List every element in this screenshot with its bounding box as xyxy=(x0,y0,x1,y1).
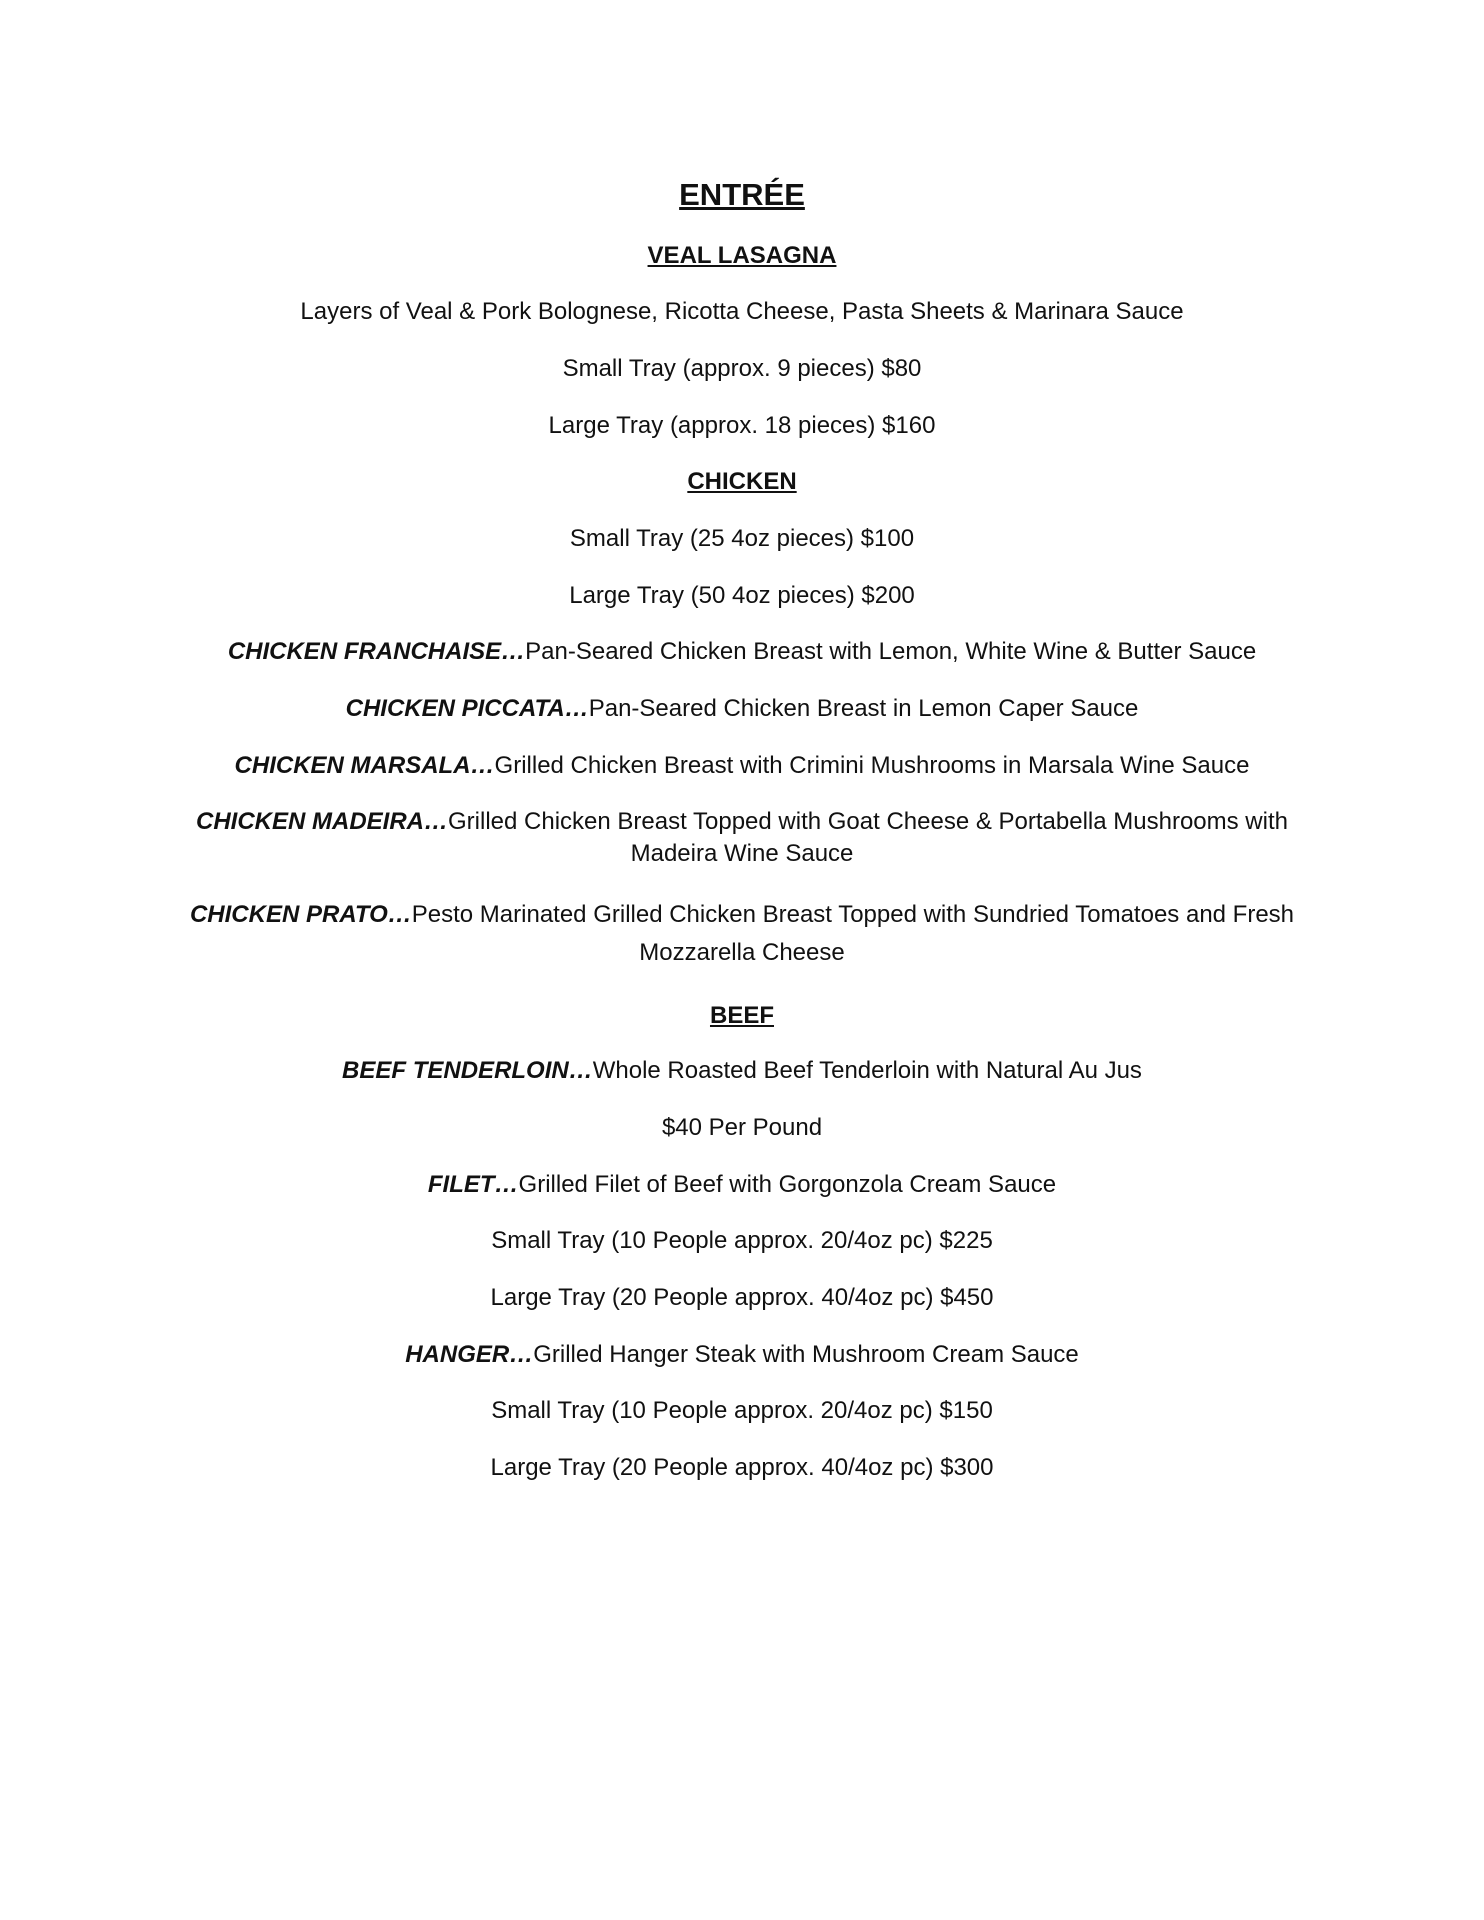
veal-lasagna-description: Layers of Veal & Pork Bolognese, Ricotta Cheese, Pasta Sheets & Marinara Sauce xyxy=(300,298,1184,325)
dish-name: CHICKEN FRANCHAISE… xyxy=(227,638,526,665)
beef-tenderloin-price: $40 Per Pound xyxy=(661,1114,823,1141)
dish-name: CHICKEN MADEIRA… xyxy=(196,808,449,835)
menu-item xyxy=(120,750,1364,782)
menu-item xyxy=(120,693,1364,725)
menu-item xyxy=(182,806,1302,870)
menu-item xyxy=(120,1055,1364,1087)
veal-lasagna-small-tray: Small Tray (approx. 9 pieces) $80 xyxy=(562,355,922,382)
dish-description: Grilled Filet of Beef with Gorgonzola Cream Sauce xyxy=(518,1171,1057,1198)
dish-description: Pesto Marinated Grilled Chicken Breast Topped with Sundried Tomatoes and Fresh Mozzarella Cheese xyxy=(411,901,1295,966)
page-title: ENTRÉE xyxy=(679,177,805,212)
dish-name: CHICKEN MARSALA… xyxy=(234,752,495,779)
menu-item xyxy=(120,636,1364,668)
hanger-small-tray: Small Tray (10 People approx. 20/4oz pc) $150 xyxy=(491,1397,993,1424)
menu-item xyxy=(120,1169,1364,1201)
dish-name: FILET… xyxy=(427,1171,519,1198)
filet-small-tray: Small Tray (10 People approx. 20/4oz pc) $225 xyxy=(491,1227,993,1254)
chicken-small-tray: Small Tray (25 4oz pieces) $100 xyxy=(569,525,915,552)
dish-description: Pan-Seared Chicken Breast with Lemon, White Wine & Butter Sauce xyxy=(525,638,1257,665)
menu-item xyxy=(182,896,1302,972)
dish-description: Pan-Seared Chicken Breast in Lemon Caper Sauce xyxy=(588,695,1139,722)
filet-large-tray: Large Tray (20 People approx. 40/4oz pc) $450 xyxy=(490,1284,994,1311)
dish-description: Grilled Chicken Breast with Crimini Mushrooms in Marsala Wine Sauce xyxy=(494,752,1250,779)
dish-name: BEEF TENDERLOIN… xyxy=(342,1057,593,1084)
dish-description: Whole Roasted Beef Tenderloin with Natural Au Jus xyxy=(592,1057,1142,1084)
veal-lasagna-large-tray: Large Tray (approx. 18 pieces) $160 xyxy=(548,412,936,439)
dish-description: Grilled Chicken Breast Topped with Goat Cheese & Portabella Mushrooms with Madeira Wine Sauce xyxy=(448,808,1288,867)
beef-heading: BEEF xyxy=(709,1002,774,1029)
dish-description: Grilled Hanger Steak with Mushroom Cream Sauce xyxy=(533,1341,1079,1368)
dish-name: CHICKEN PICCATA… xyxy=(345,695,589,722)
dish-name: CHICKEN PRATO… xyxy=(189,901,412,928)
dish-name: HANGER… xyxy=(405,1341,534,1368)
chicken-heading: CHICKEN xyxy=(687,468,797,495)
menu-item xyxy=(120,1339,1364,1371)
hanger-large-tray: Large Tray (20 People approx. 40/4oz pc) $300 xyxy=(490,1454,994,1481)
chicken-large-tray: Large Tray (50 4oz pieces) $200 xyxy=(569,582,915,609)
veal-lasagna-heading: VEAL LASAGNA xyxy=(647,242,837,269)
